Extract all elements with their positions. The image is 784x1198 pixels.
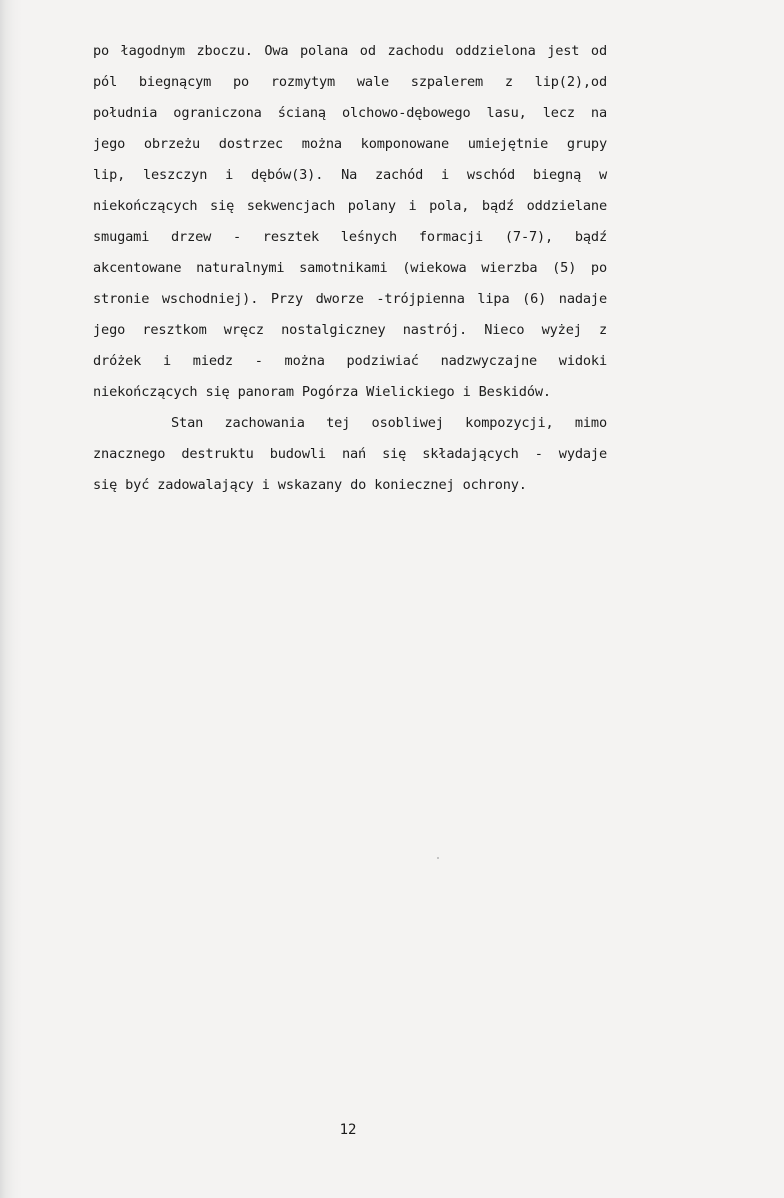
- text-line: pól biegnącym po rozmytym wale szpalerem z lip(2),od: [93, 74, 607, 90]
- text-line: jego resztkom wręcz nostalgiczney nastrój. Nieco wyżej z: [93, 322, 607, 338]
- body-text: [93, 36, 607, 501]
- page-binding-shadow: [0, 0, 22, 1198]
- text-line: niekończących się panoram Pogórza Wielickiego i Beskidów.: [93, 384, 551, 400]
- text-line: smugami drzew - resztek leśnych formacji (7-7), bądź: [93, 229, 607, 245]
- text-line: stronie wschodniej). Przy dworze -trójpienna lipa (6) nadaje: [93, 291, 607, 307]
- text-line: lip, leszczyn i dębów(3). Na zachód i wschód biegną w: [93, 167, 607, 183]
- text-line: południa ograniczona ścianą olchowo-dębowego lasu, lecz na: [93, 105, 607, 121]
- paragraph-2: [93, 408, 607, 501]
- text-line: Stan zachowania tej osobliwej kompozycji, mimo: [171, 415, 607, 431]
- text-line: jego obrzeżu dostrzec można komponowane umiejętnie grupy: [93, 136, 607, 152]
- text-line: akcentowane naturalnymi samotnikami (wiekowa wierzba (5) po: [93, 260, 607, 276]
- page-number: 12: [339, 1122, 357, 1138]
- text-line: znacznego destruktu budowli nań się składających - wydaje: [93, 446, 607, 462]
- paragraph-1: [93, 36, 607, 408]
- text-line: po łagodnym zboczu. Owa polana od zachodu oddzielona jest od: [93, 43, 607, 59]
- text-line: niekończących się sekwencjach polany i pola, bądź oddzielane: [93, 198, 607, 214]
- text-line: dróżek i miedz - można podziwiać nadzwyczajne widoki: [93, 353, 607, 369]
- scan-speck: [437, 857, 439, 859]
- text-line: się być zadowalający i wskazany do koniecznej ochrony.: [93, 477, 527, 493]
